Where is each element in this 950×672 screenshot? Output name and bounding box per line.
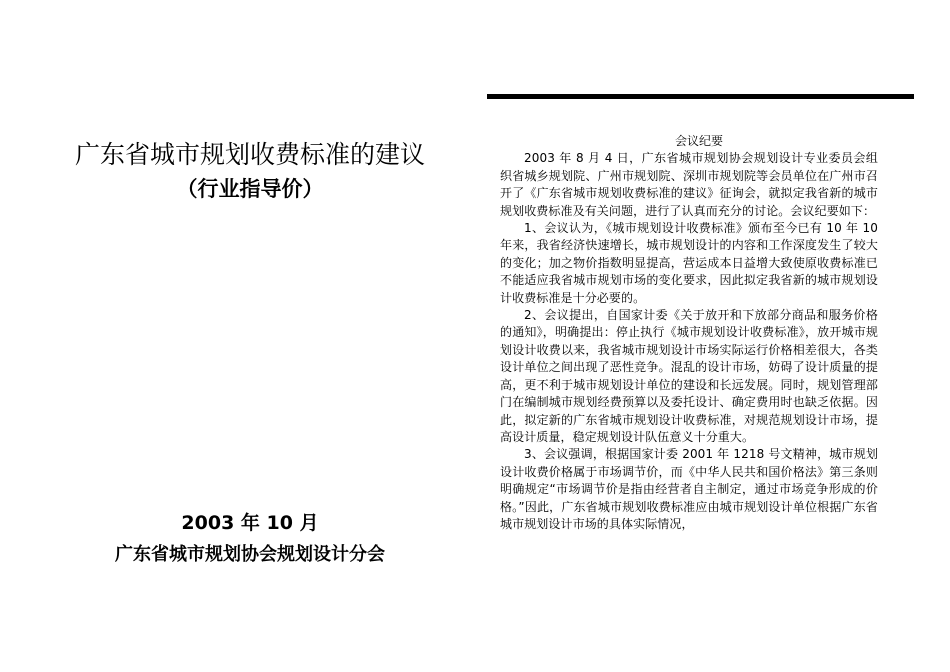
publication-date: 2003 年 10 月 <box>181 512 319 534</box>
header-rule <box>487 94 914 99</box>
minutes-paragraph-1: 1、会议认为，《城市规划设计收费标准》颁布至今已有 10 年 10 年来，我省经济快速增长，城市规划设计的内容和工作深度发生了较大的变化；加之物价指数明显提高，营运成本日益增大致使原收费标准已不能适应我省城市规划市场的变化要求，因此拟定我省新的城市规划设计收费标准是十分必要的。 <box>500 221 878 305</box>
document-subtitle: （行业指导价） <box>176 177 324 201</box>
publishing-organization: 广东省城市规划协会规划设计分会 <box>115 544 385 565</box>
minutes-heading: 会议纪要 <box>674 134 723 148</box>
document-title: 广东省城市规划收费标准的建议 <box>74 140 425 169</box>
meeting-minutes <box>500 133 878 533</box>
minutes-paragraph-3: 3、会议强调，根据国家计委 2001 年 1218 号文精神，城市规划设计收费价格属于市场调节价，而《中华人民共和国价格法》第三条则明确规定“市场调节价是指由经营者自主制定，通过市场竞争形成的价格。”因此，广东省城市规划收费标准应由城市规划设计单位根据广东省城市规划设计市场的具体实际情况， <box>500 447 878 531</box>
minutes-paragraph-2: 2、会议提出，自国家计委《关于放开和下放部分商品和服务价格的通知》，明确提出：停止执行《城市规划设计收费标准》，放开城市规划设计收费以来，我省城市规划设计市场实际运行价格相差很大，各类设计单位之间出现了恶性竞争。混乱的设计市场，妨碍了设计质量的提高，更不利于城市规划设计单位的建设和长远发展。同时，规划管理部门在编制城市规划经费预算以及委托设计、确定费用时也缺乏依据。因此，拟定新的广东省城市规划设计收费标准，对规范规划设计市场，提高设计质量，稳定规划设计队伍意义十分重大。 <box>500 308 878 444</box>
minutes-paragraph-intro: 2003 年 8 月 4 日，广东省城市规划协会规划设计专业委员会组织省城乡规划院、广州市规划院、深圳市规划院等会员单位在广州市召开了《广东省城市规划收费标准的建议》征询会，就拟定我省新的城市规划收费标准及有关问题，进行了认真而充分的讨论。会议纪要如下： <box>500 151 878 218</box>
cover-page <box>40 0 460 672</box>
